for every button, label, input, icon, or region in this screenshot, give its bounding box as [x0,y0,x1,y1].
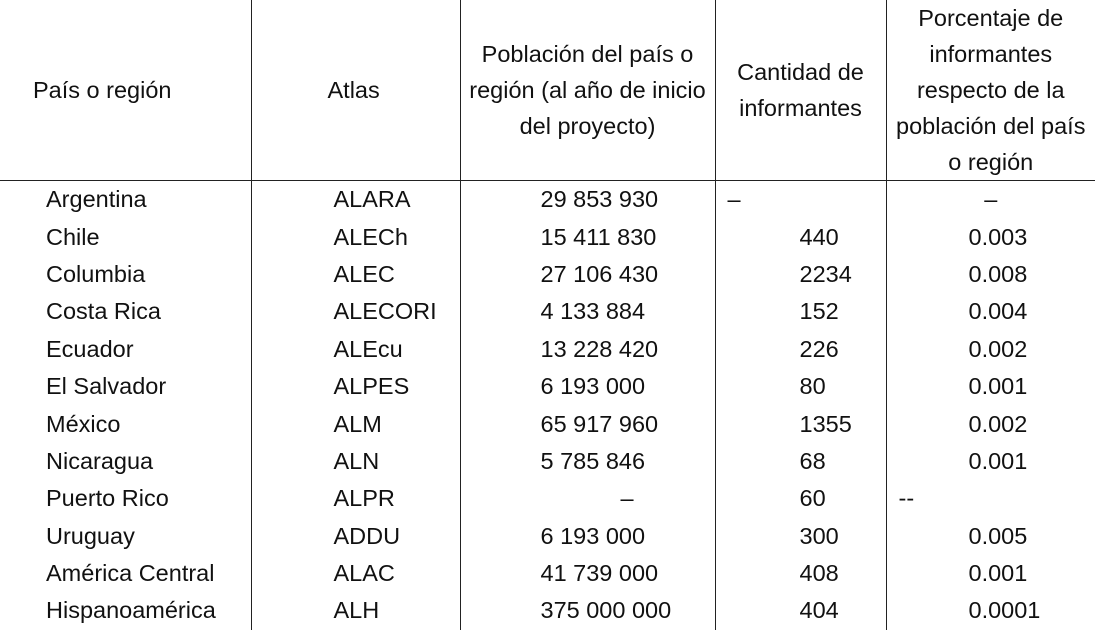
cell-atlas: ALECORI [251,293,460,330]
cell-percentage: 0.002 [968,335,1028,362]
cell-country: Columbia [0,256,251,293]
cell-country: América Central [0,555,251,592]
cell-atlas: ALN [251,443,460,480]
cell-atlas: ALEC [251,256,460,293]
cell-percentage: 0.002 [968,410,1028,437]
cell-percentage: 0.003 [968,223,1028,250]
cell-percentage: 0.001 [968,373,1028,400]
cell-informants: 1355 [715,405,886,442]
header-country: País o región [0,0,251,181]
cell-country: Costa Rica [0,293,251,330]
cell-percentage: 0.008 [968,260,1028,287]
cell-percentage: – [984,186,998,213]
cell-population: 15 411 830 [460,218,715,255]
cell-population: 65 917 960 [460,405,715,442]
cell-informants: – [715,181,886,219]
table-row [0,331,1095,368]
cell-country: Chile [0,218,251,255]
table-row [0,293,1095,330]
table-row [0,218,1095,255]
cell-country: Hispanoamérica [0,592,251,629]
cell-country: México [0,405,251,442]
cell-informants: 2234 [715,256,886,293]
cell-percentage: 0.001 [968,447,1028,474]
cell-informants: 440 [715,218,886,255]
cell-atlas: ALARA [251,181,460,219]
cell-population: 6 193 000 [460,518,715,555]
cell-population: 5 785 846 [460,443,715,480]
cell-population: – [460,480,715,517]
cell-country: Argentina [0,181,251,219]
cell-population: 6 193 000 [460,368,715,405]
cell-atlas: ALM [251,405,460,442]
cell-informants: 404 [715,592,886,629]
cell-population: 27 106 430 [460,256,715,293]
cell-country: Uruguay [0,518,251,555]
cell-informants: 152 [715,293,886,330]
table-row [0,555,1095,592]
cell-atlas: ALPES [251,368,460,405]
cell-country: Nicaragua [0,443,251,480]
cell-atlas: ADDU [251,518,460,555]
cell-informants: 408 [715,555,886,592]
header-population: Población del país o región (al año de inicio del proyecto) [460,0,715,181]
header-row [0,0,1095,181]
cell-percentage: -- [898,485,915,512]
table-row [0,368,1095,405]
cell-atlas: ALH [251,592,460,629]
table-row [0,443,1095,480]
table-row [0,518,1095,555]
table-row [0,480,1095,517]
cell-country: Ecuador [0,331,251,368]
header-percentage: Porcentaje de informantes respecto de la población del país o región [886,0,1095,181]
table-row [0,405,1095,442]
cell-population: 29 853 930 [460,181,715,219]
cell-atlas: ALECh [251,218,460,255]
cell-percentage: 0.004 [968,298,1028,325]
table-row [0,181,1095,219]
cell-percentage: 0.001 [968,560,1028,587]
cell-percentage: 0.005 [968,522,1028,549]
cell-country: Puerto Rico [0,480,251,517]
cell-informants: 68 [715,443,886,480]
table-row [0,256,1095,293]
cell-atlas: ALEcu [251,331,460,368]
cell-atlas: ALPR [251,480,460,517]
cell-percentage: 0.0001 [968,597,1041,624]
cell-informants: 80 [715,368,886,405]
cell-population: 13 228 420 [460,331,715,368]
cell-atlas: ALAC [251,555,460,592]
header-atlas: Atlas [251,0,460,181]
cell-population: 4 133 884 [460,293,715,330]
table-row [0,592,1095,629]
cell-informants: 60 [715,480,886,517]
cell-population: 41 739 000 [460,555,715,592]
cell-informants: 226 [715,331,886,368]
cell-informants: 300 [715,518,886,555]
cell-population: 375 000 000 [460,592,715,629]
header-informants: Cantidad de informantes [715,0,886,181]
cell-country: El Salvador [0,368,251,405]
